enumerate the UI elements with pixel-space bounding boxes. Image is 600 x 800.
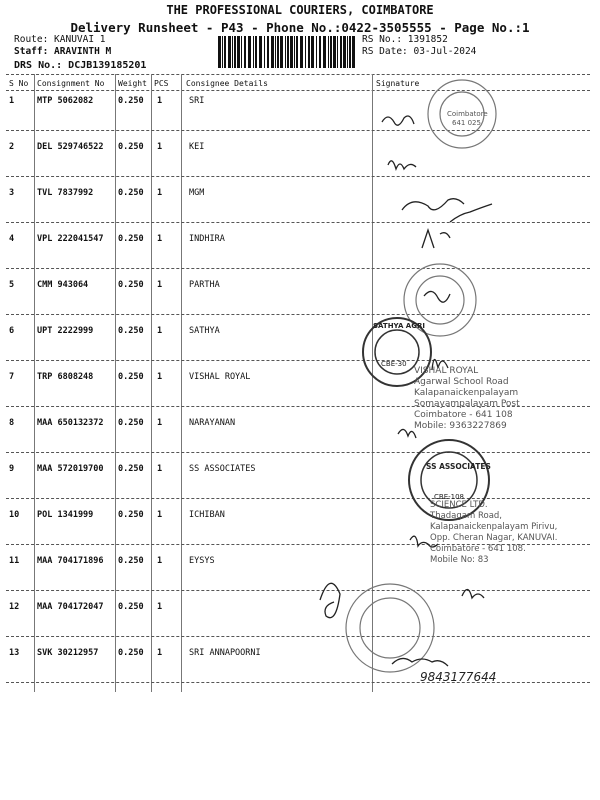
stamp-line: Mobile: 9363227869 — [414, 421, 507, 431]
barcode-bar — [224, 36, 226, 68]
barcode-bar — [218, 36, 221, 68]
cell-consignee: SS ASSOCIATES — [189, 464, 256, 474]
cell-sno: 6 — [9, 326, 15, 336]
column-divider — [115, 74, 116, 692]
stamp-text: SATHYA AGRI — [373, 322, 425, 330]
barcode-bar — [323, 36, 326, 68]
cell-consignment: SVK 30212957 — [37, 648, 99, 658]
cell-consignment: TRP 6808248 — [37, 372, 94, 382]
cell-weight: 0.250 — [118, 188, 144, 198]
barcode-bar — [330, 36, 332, 68]
cell-consignee: SRI ANNAPOORNI — [189, 648, 261, 658]
cell-pcs: 1 — [157, 326, 163, 336]
cell-pcs: 1 — [157, 280, 163, 290]
cell-pcs: 1 — [157, 234, 163, 244]
barcode-bar — [277, 36, 279, 68]
cell-consignment: UPT 2222999 — [37, 326, 94, 336]
cell-pcs: 1 — [157, 464, 163, 474]
barcode-bar — [296, 36, 298, 68]
cell-sno: 11 — [9, 556, 20, 566]
route-label: Route: KANUVAI 1 — [14, 34, 106, 45]
signature-row-3 — [402, 199, 464, 210]
col-head-sno: S No — [9, 79, 29, 88]
signature-row-5 — [424, 291, 450, 302]
barcode-bar — [319, 36, 321, 68]
cell-weight: 0.250 — [118, 326, 144, 336]
barcode-bar — [255, 36, 257, 68]
stamp-line: Kalapanaickenpalayam Pirivu, — [430, 522, 558, 532]
private-limited-stamp — [346, 584, 434, 672]
cell-pcs: 1 — [157, 418, 163, 428]
row-rule — [6, 130, 590, 131]
table-top-rule — [6, 74, 590, 75]
barcode-bar — [308, 36, 310, 68]
signature-row-1 — [382, 116, 414, 125]
cell-sno: 2 — [9, 142, 15, 152]
barcode-bar — [253, 36, 254, 68]
barcode-bar — [275, 36, 276, 68]
row-rule — [6, 682, 590, 683]
stamp-line: VISHAL ROYAL — [414, 366, 479, 376]
cell-weight: 0.250 — [118, 510, 144, 520]
cell-sno: 1 — [9, 96, 15, 106]
column-divider — [34, 74, 35, 692]
cell-pcs: 1 — [157, 510, 163, 520]
cell-consignment: MAA 650132372 — [37, 418, 104, 428]
col-head-consignment: Consignment No — [37, 79, 105, 88]
row-rule — [6, 498, 590, 499]
rs-number: RS No.: 1391852 — [362, 34, 448, 45]
barcode-bar — [228, 36, 231, 68]
row-rule — [6, 360, 590, 361]
stamp-line: Coimbatore - 641 108 — [414, 410, 513, 420]
cell-consignment: TVL 7837992 — [37, 188, 94, 198]
stamp-text: Coimbatore — [447, 110, 488, 118]
column-divider — [151, 74, 152, 692]
cell-pcs: 1 — [157, 648, 163, 658]
runsheet-title: Delivery Runsheet - P43 - Phone No.:0422-3505555 - Page No.:1 — [70, 20, 530, 35]
cell-sno: 3 — [9, 188, 15, 198]
stamp-text: 641 025 — [452, 119, 481, 127]
barcode — [218, 36, 356, 68]
cell-weight: 0.250 — [118, 142, 144, 152]
row-rule — [6, 590, 590, 591]
barcode-bar — [271, 36, 274, 68]
barcode-bar — [259, 36, 262, 68]
drs-number: DRS No.: DCJB139185201 — [14, 60, 147, 71]
cell-consignment: POL 1341999 — [37, 510, 94, 520]
barcode-bar — [267, 36, 269, 68]
stamp-line: Thadagam Road, — [430, 511, 503, 521]
cell-consignee: SATHYA — [189, 326, 220, 336]
rs-date: RS Date: 03-Jul-2024 — [362, 46, 477, 57]
barcode-bar — [287, 36, 289, 68]
row-rule — [6, 176, 590, 177]
signature-row-11 — [320, 583, 340, 617]
barcode-bar — [333, 36, 336, 68]
stamp-line: Agarwal School Road — [414, 377, 509, 387]
barcode-bar — [343, 36, 346, 68]
cell-weight: 0.250 — [118, 280, 144, 290]
cell-pcs: 1 — [157, 556, 163, 566]
cell-weight: 0.250 — [118, 96, 144, 106]
barcode-bar — [349, 36, 351, 68]
cell-consignment: VPL 222041547 — [37, 234, 104, 244]
col-head-signature: Signature — [376, 79, 420, 88]
col-head-pcs: PCS — [154, 79, 169, 88]
cell-sno: 5 — [9, 280, 15, 290]
cell-pcs: 1 — [157, 372, 163, 382]
cell-consignee: VISHAL ROYAL — [189, 372, 251, 382]
cell-weight: 0.250 — [118, 602, 144, 612]
cell-consignee: KEI — [189, 142, 205, 152]
stamp-line: Opp. Cheran Nagar, KANUVAI. — [430, 533, 558, 543]
stamp-text: CBE-108 — [434, 493, 464, 501]
cell-consignment: DEL 529746522 — [37, 142, 104, 152]
row-rule — [6, 636, 590, 637]
barcode-bar — [311, 36, 314, 68]
signature-row-13 — [392, 658, 448, 666]
cell-sno: 4 — [9, 234, 15, 244]
cell-consignment: CMM 943064 — [37, 280, 89, 290]
staff-label: Staff: ARAVINTH M — [14, 46, 112, 57]
cell-consignee: INDHIRA — [189, 234, 225, 244]
cell-sno: 9 — [9, 464, 15, 474]
cell-sno: 13 — [9, 648, 20, 658]
cell-consignee: PARTHA — [189, 280, 220, 290]
cell-consignee: MGM — [189, 188, 205, 198]
row-rule — [6, 452, 590, 453]
stamp-text: SS ASSOCIATES — [426, 462, 491, 471]
cell-sno: 12 — [9, 602, 20, 612]
barcode-bar — [237, 36, 240, 68]
stamp-line: Mobile No: 83 — [430, 555, 489, 565]
col-head-weight: Weight — [118, 79, 147, 88]
column-divider — [181, 74, 182, 692]
cell-consignee: EYSYS — [189, 556, 215, 566]
column-divider — [372, 74, 373, 692]
cell-pcs: 1 — [157, 188, 163, 198]
cell-sno: 10 — [9, 510, 20, 520]
cell-consignee: NARAYANAN — [189, 418, 236, 428]
barcode-bar — [340, 36, 342, 68]
cell-consignment: MTP 5062082 — [37, 96, 94, 106]
barcode-bar — [294, 36, 295, 68]
cell-consignment: MAA 704171896 — [37, 556, 104, 566]
stamp-line: SCIENCE LTD. — [430, 500, 488, 510]
barcode-bar — [328, 36, 329, 68]
handwritten-phone: 9843177644 — [420, 670, 497, 684]
stamp-line: Kalapanaickenpalayam — [414, 388, 519, 398]
barcode-bar — [222, 36, 223, 68]
cell-consignment: MAA 704172047 — [37, 602, 104, 612]
cell-consignment: MAA 572019700 — [37, 464, 104, 474]
barcode-bar — [285, 36, 286, 68]
barcode-bar — [337, 36, 338, 68]
barcode-bar — [316, 36, 317, 68]
cell-pcs: 1 — [157, 96, 163, 106]
company-title: THE PROFESSIONAL COURIERS, COIMBATORE — [166, 3, 434, 17]
barcode-bar — [248, 36, 251, 68]
barcode-bar — [241, 36, 242, 68]
row-rule — [6, 268, 590, 269]
stamp-line: Somayampalayam Post — [414, 399, 520, 409]
cell-weight: 0.250 — [118, 464, 144, 474]
stamp-line: Coimbatore - 641 108. — [430, 544, 526, 554]
barcode-bar — [347, 36, 348, 68]
cell-weight: 0.250 — [118, 556, 144, 566]
cell-weight: 0.250 — [118, 648, 144, 658]
cell-consignee: ICHIBAN — [189, 510, 225, 520]
barcode-bar — [232, 36, 233, 68]
cell-pcs: 1 — [157, 142, 163, 152]
barcode-bar — [290, 36, 293, 68]
col-head-consignee: Consignee Details — [186, 79, 268, 88]
row-rule — [6, 222, 590, 223]
header-rule — [6, 90, 590, 91]
barcode-bar — [280, 36, 283, 68]
barcode-bar — [244, 36, 246, 68]
barcode-bar — [300, 36, 303, 68]
signature-row-2 — [388, 161, 416, 169]
cell-sno: 7 — [9, 372, 15, 382]
stamp-text: CBE-30 — [381, 360, 407, 368]
cell-sno: 8 — [9, 418, 15, 428]
barcode-bar — [234, 36, 236, 68]
cell-weight: 0.250 — [118, 418, 144, 428]
barcode-bar — [352, 36, 355, 68]
row-rule — [6, 314, 590, 315]
cell-consignee: SRI — [189, 96, 205, 106]
barcode-bar — [305, 36, 306, 68]
barcode-bar — [264, 36, 265, 68]
cell-weight: 0.250 — [118, 372, 144, 382]
signature-row-4 — [422, 230, 450, 248]
cell-weight: 0.250 — [118, 234, 144, 244]
cell-pcs: 1 — [157, 602, 163, 612]
